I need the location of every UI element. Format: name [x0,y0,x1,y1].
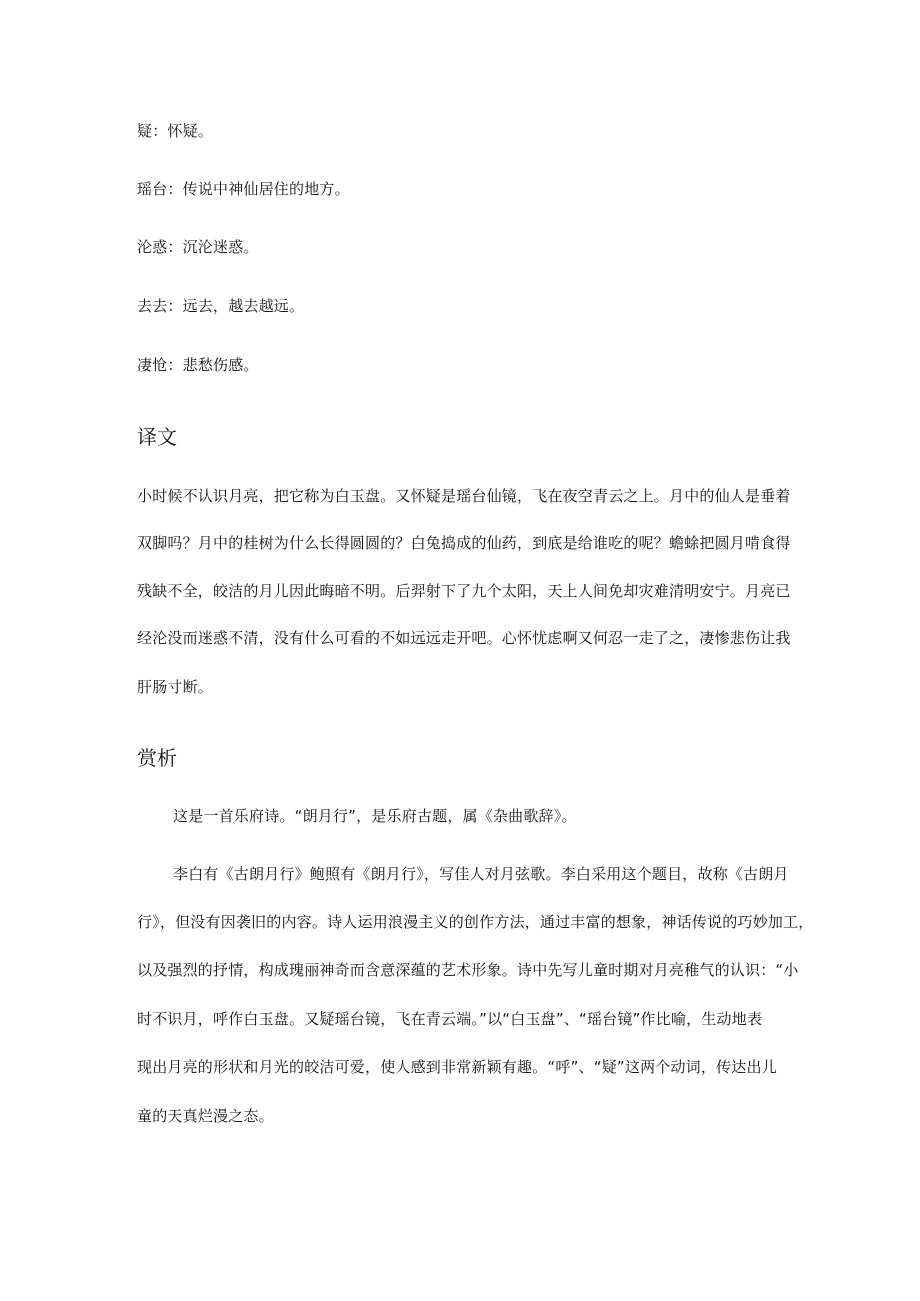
translation-heading: 译文 [137,425,177,449]
appreciation-line: 现出月亮的形状和月光的皎洁可爱，使人感到非常新颖有趣。“呼”、“疑”这两个动词，传达出儿 [137,1058,777,1076]
annotation-line: 凄怆：悲愁伤感。 [137,356,259,374]
translation-line: 双脚吗？月中的桂树为什么长得圆圆的？白兔捣成的仙药，到底是给谁吃的呢？蟾蜍把圆月啃食得 [137,534,791,552]
translation-line: 小时候不认识月亮，把它称为白玉盘。又怀疑是瑶台仙镜，飞在夜空青云之上。月中的仙人是垂着 [137,487,791,505]
translation-line: 经沦没而迷惑不清，没有什么可看的不如远远走开吧。心怀忧虑啊又何忍一走了之，凄惨悲伤让我 [137,629,791,647]
translation-line: 残缺不全，皎洁的月儿因此晦暗不明。后羿射下了九个太阳，天上人间免却灾难清明安宁。月亮已 [137,582,791,600]
annotation-line: 去去：远去，越去越远。 [137,297,305,315]
appreciation-heading: 赏析 [137,746,177,770]
appreciation-line: 李白有《古朗月行》鲍照有《朗月行》，写佳人对月弦歌。李白采用这个题目，故称《古朗月 [173,865,789,883]
appreciation-paragraph: 这是一首乐府诗。“朗月行”，是乐府古题，属《杂曲歌辞》。 [173,807,577,825]
translation-line: 肝肠寸断。 [137,678,214,696]
annotation-line: 瑶台：传说中神仙居住的地方。 [137,180,350,198]
appreciation-line: 童的天真烂漫之态。 [137,1107,274,1125]
appreciation-line: 时不识月，呼作白玉盘。又疑瑶台镜，飞在青云端。”以“白玉盘”、“瑶台镜”作比喻，生动地表 [137,1010,763,1028]
annotation-line: 沦惑：沉沦迷惑。 [137,238,259,256]
appreciation-line: 行》，但没有因袭旧的内容。诗人运用浪漫主义的创作方法，通过丰富的想象，神话传说的巧妙加工， [137,913,814,931]
annotation-line: 疑：怀疑。 [137,122,214,140]
appreciation-line: 以及强烈的抒情，构成瑰丽神奇而含意深蕴的艺术形象。诗中先写儿童时期对月亮稚气的认识：“小 [137,961,799,979]
